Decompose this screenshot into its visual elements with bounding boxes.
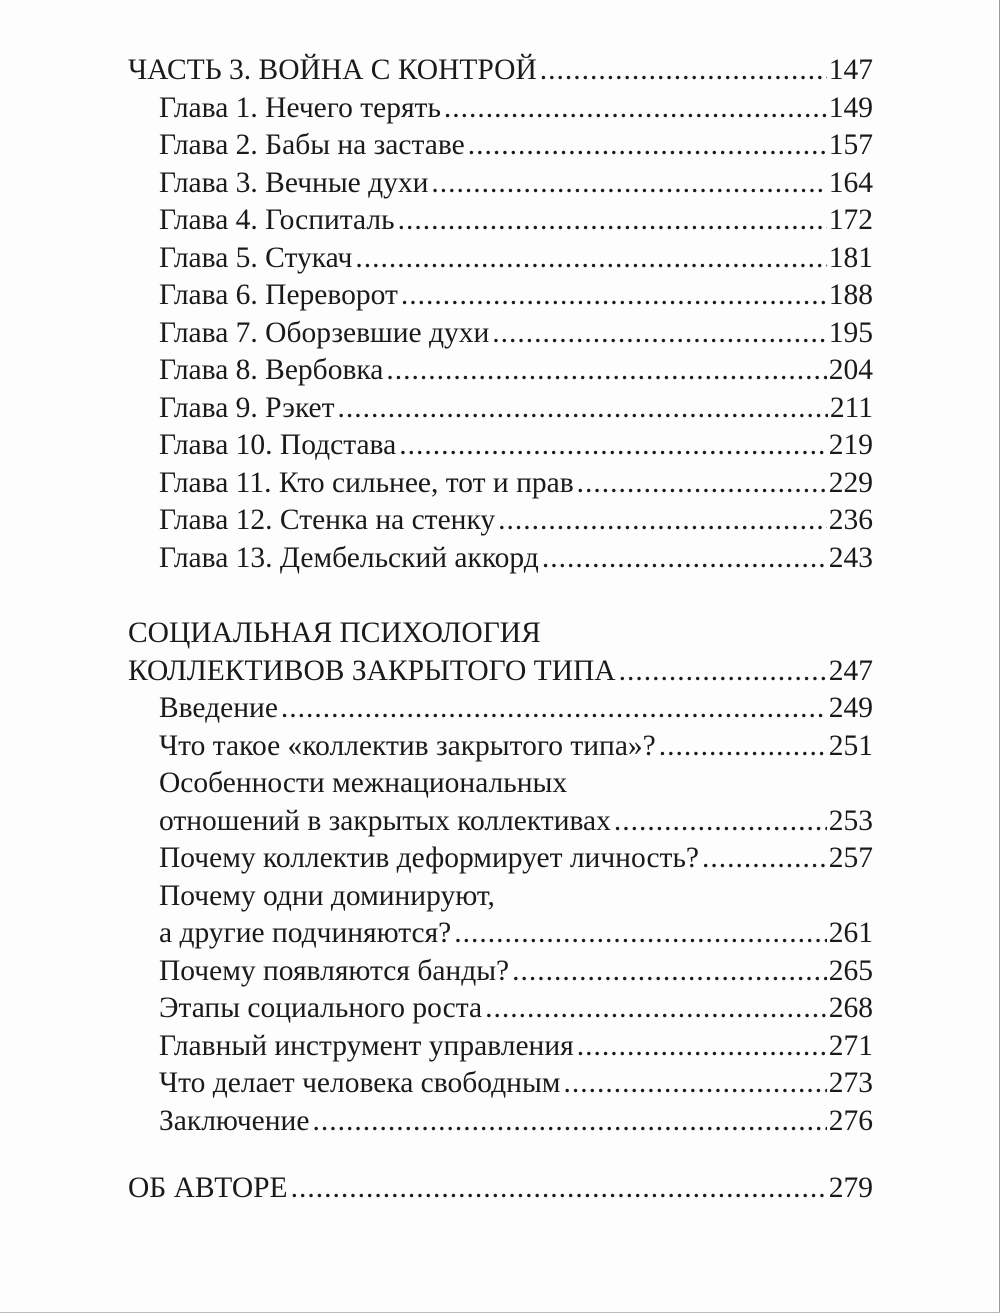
toc-entry-title: Что такое «коллектив закрытого типа»? — [159, 729, 656, 762]
dot-leader — [454, 915, 826, 953]
dot-leader — [399, 427, 827, 465]
toc-entry — [128, 202, 873, 240]
toc-entry — [128, 1103, 873, 1141]
dot-leader — [659, 728, 827, 766]
toc-section-title-line1: СОЦИАЛЬНАЯ ПСИХОЛОГИЯ — [128, 617, 541, 649]
toc-entry — [128, 277, 873, 315]
toc-entry-page: 279 — [828, 1172, 873, 1204]
toc-entry-title: Глава 1. Нечего терять — [159, 91, 441, 124]
dot-leader — [702, 840, 827, 878]
dot-leader — [291, 1170, 827, 1208]
toc-entry-title: Заключение — [159, 1104, 310, 1137]
dot-leader — [468, 127, 827, 165]
toc-entry-page: 249 — [828, 692, 873, 724]
dot-leader — [492, 315, 826, 353]
toc-entry-title: Глава 5. Стукач — [159, 241, 353, 274]
toc-entry-title: Глава 6. Переворот — [159, 279, 398, 311]
toc-section-psychology — [128, 615, 873, 1140]
toc-entry-page: 257 — [828, 842, 873, 874]
toc-entry-page: 147 — [828, 54, 873, 86]
dot-leader — [312, 1103, 826, 1141]
toc-entry-about — [128, 1170, 873, 1208]
dot-leader — [498, 502, 827, 540]
dot-leader — [512, 953, 827, 991]
toc-entry — [128, 427, 873, 465]
section-spacer — [128, 577, 873, 615]
table-of-contents — [128, 52, 873, 1208]
toc-entry-title: отношений в закрытых коллективах — [159, 804, 611, 837]
toc-entry — [128, 240, 873, 278]
toc-entry-title: Этапы социального роста — [159, 992, 483, 1024]
toc-entry — [128, 728, 873, 766]
dot-leader — [563, 1065, 826, 1103]
toc-entry-page: 273 — [828, 1067, 873, 1099]
toc-entry — [128, 127, 873, 165]
toc-entry — [128, 1028, 873, 1066]
dot-leader — [431, 165, 826, 203]
toc-section-part3 — [128, 52, 873, 577]
toc-entry-title: Глава 7. Оборзевшие духи — [159, 316, 490, 349]
dot-leader — [540, 52, 827, 90]
toc-entry — [128, 540, 873, 578]
toc-entry-title: Глава 2. Бабы на заставе — [159, 129, 465, 161]
toc-entry-title: Глава 4. Госпиталь — [159, 204, 395, 236]
toc-entry-page: 251 — [828, 729, 873, 762]
toc-entry-page: 243 — [828, 541, 873, 574]
dot-leader — [398, 202, 827, 240]
toc-entry — [128, 1065, 873, 1103]
toc-entry — [128, 390, 873, 428]
toc-entry-title: Глава 13. Дембельский аккорд — [159, 541, 539, 574]
toc-entry-page: 247 — [828, 654, 873, 687]
toc-entry-title: Главный инструмент управления — [159, 1029, 574, 1062]
toc-entry-page: 204 — [828, 354, 873, 386]
toc-entry-title: Глава 11. Кто сильнее, тот и прав — [159, 466, 574, 499]
toc-entry-page: 271 — [828, 1029, 873, 1062]
toc-entry-title-line1: Почему одни доминируют, — [159, 879, 495, 912]
dot-leader — [485, 990, 827, 1028]
toc-entry-page: 195 — [828, 316, 873, 349]
toc-entry-page: 164 — [828, 166, 873, 199]
dot-leader — [619, 653, 827, 691]
toc-entry — [128, 352, 873, 390]
dot-leader — [386, 352, 826, 390]
toc-entry-page: 253 — [828, 804, 873, 837]
dot-leader — [614, 803, 827, 841]
toc-entry-page: 265 — [828, 954, 873, 987]
toc-entry-title: ЧАСТЬ 3. ВОЙНА С КОНТРОЙ — [128, 54, 537, 86]
toc-entry-part3-title — [128, 52, 873, 90]
toc-entry-title: Введение — [159, 692, 278, 724]
toc-entry — [128, 953, 873, 991]
toc-entry-page: 229 — [828, 466, 873, 499]
dot-leader — [355, 240, 826, 278]
toc-entry — [128, 803, 873, 841]
toc-section-about — [128, 1170, 873, 1208]
dot-leader — [577, 1028, 827, 1066]
toc-entry-page: 219 — [828, 429, 873, 461]
toc-entry — [128, 840, 873, 878]
toc-entry-title: Глава 9. Рэкет — [159, 391, 335, 424]
toc-entry — [128, 315, 873, 353]
toc-entry-page: 276 — [828, 1104, 873, 1137]
toc-entry-title: Глава 8. Вербовка — [159, 354, 384, 386]
dot-leader — [577, 465, 827, 503]
toc-entry-page: 236 — [828, 504, 873, 536]
toc-entry-title: Глава 10. Подстава — [159, 429, 397, 461]
toc-entry-title: ОБ АВТОРЕ — [128, 1172, 288, 1204]
toc-entry — [128, 990, 873, 1028]
section-spacer — [128, 1140, 873, 1170]
toc-entry-page: 149 — [828, 91, 873, 124]
toc-entry-title-line1: Особенности межнациональных — [159, 767, 568, 799]
toc-entry-page: 261 — [828, 917, 873, 949]
toc-entry — [128, 90, 873, 128]
toc-entry-title: Глава 3. Вечные духи — [159, 166, 429, 199]
toc-entry-page: 188 — [828, 279, 873, 311]
toc-entry-title: а другие подчиняются? — [159, 917, 452, 949]
toc-entry — [128, 915, 873, 953]
toc-entry-page: 172 — [828, 204, 873, 236]
toc-entry-page: 268 — [828, 992, 873, 1024]
toc-entry-page: 181 — [828, 241, 873, 274]
toc-entry-title: Что делает человека свободным — [159, 1067, 561, 1099]
toc-entry — [128, 502, 873, 540]
dot-leader — [444, 90, 827, 128]
dot-leader — [281, 690, 827, 728]
toc-entry — [128, 465, 873, 503]
toc-entry-psychology-title — [128, 653, 873, 691]
toc-entry-title: Почему коллектив деформирует личность? — [159, 842, 699, 874]
dot-leader — [401, 277, 827, 315]
toc-entry-title: Почему появляются банды? — [159, 954, 510, 987]
toc-entry-page: 211 — [829, 391, 873, 424]
toc-entry-title: Глава 12. Стенка на стенку — [159, 504, 496, 536]
dot-leader — [542, 540, 827, 578]
toc-entry — [128, 690, 873, 728]
dot-leader — [338, 390, 828, 428]
toc-entry-page: 157 — [828, 129, 873, 161]
toc-entry — [128, 165, 873, 203]
toc-entry-title: КОЛЛЕКТИВОВ ЗАКРЫТОГО ТИПА — [128, 654, 616, 687]
